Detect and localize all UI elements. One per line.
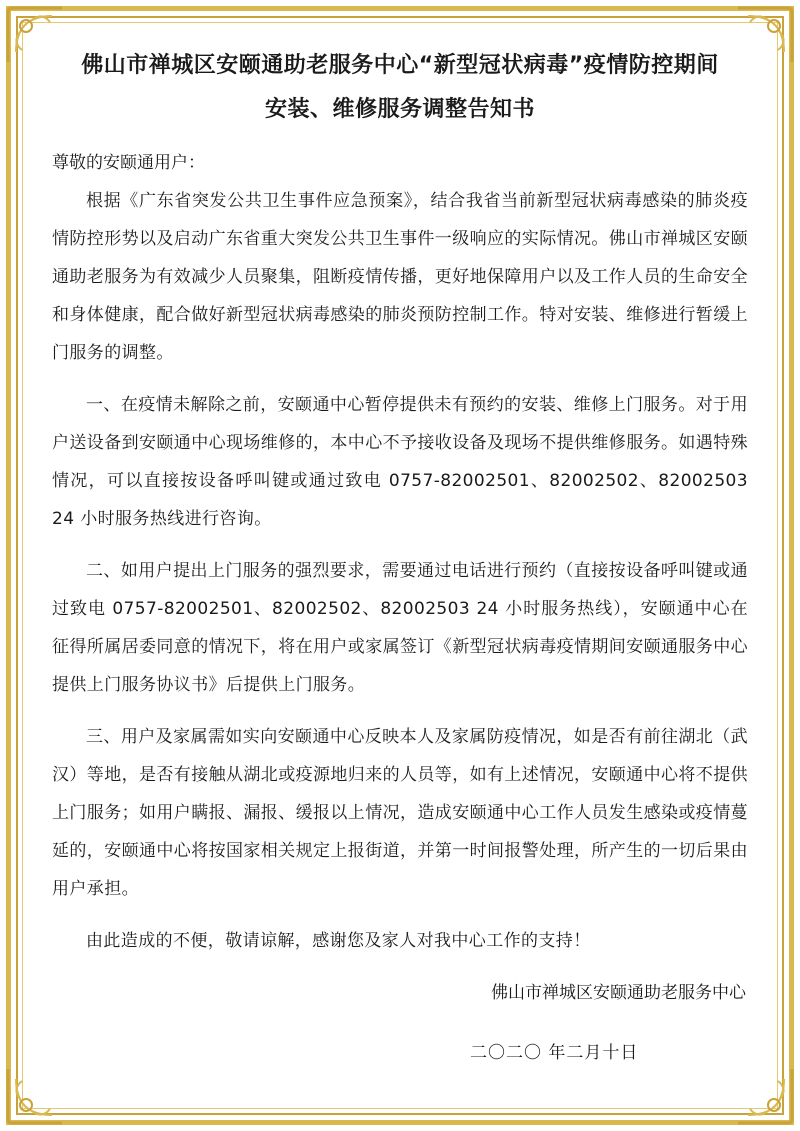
paragraph-item-2: 二、如用户提出上门服务的强烈要求，需要通过电话进行预约（直接按设备呼叫键或通过致电 0757-82002501、82002502、82002503 24 小时服务热线），安颐通中心在征得所属居委同意的情况下，将在用户或家属签订《新型冠状病毒疫情期间安颐通服务中心提供上门服务协议书》后提供上门服务。 bbox=[52, 561, 748, 695]
notice-body bbox=[52, 44, 748, 1012]
paragraph-item-1: 一、在疫情未解除之前，安颐通中心暂停提供未有预约的安装、维修上门服务。对于用户送设备到安颐通中心现场维修的，本中心不予接收设备及现场不提供维修服务。如遇特殊情况，可以直接按设备呼叫键或通过致电 0757-82002501、82002502、82002503 24 小时服务热线进行咨询。 bbox=[52, 395, 748, 529]
paragraph-closing: 由此造成的不便，敬请谅解，感谢您及家人对我中心工作的支持！ bbox=[86, 931, 591, 951]
notice-title-line2: 安装、维修服务调整告知书 bbox=[264, 97, 535, 122]
signature: 佛山市禅城区安颐通助老服务中心 bbox=[491, 983, 746, 1003]
corner-ornament-icon bbox=[728, 1059, 798, 1129]
paragraph-item-3: 三、用户及家属需如实向安颐通中心反映本人及家属防疫情况，如是否有前往湖北（武汉）等地，是否有接触从湖北或疫源地归来的人员等，如有上述情况，安颐通中心将不提供上门服务；如用户瞒报、漏报、缓报以上情况，造成安颐通中心工作人员发生感染或疫情蔓延的，安颐通中心将按国家相关规定上报街道，并第一时间报警处理，所产生的一切后果由用户承担。 bbox=[52, 727, 748, 899]
notice-date: 二〇二〇 年二月十日 bbox=[470, 1043, 639, 1063]
salutation: 尊敬的安颐通用户： bbox=[52, 153, 205, 173]
notice-title-line1: 佛山市禅城区安颐通助老服务中心“新型冠状病毒”疫情防控期间 bbox=[81, 53, 719, 78]
paragraph-intro: 根据《广东省突发公共卫生事件应急预案》，结合我省当前新型冠状病毒感染的肺炎疫情防控形势以及启动广东省重大突发公共卫生事件一级响应的实际情况。佛山市禅城区安颐通助老服务为有效减少人员聚集，阻断疫情传播，更好地保障用户以及工作人员的生命安全和身体健康，配合做好新型冠状病毒感染的肺炎预防控制工作。特对安装、维修进行暂缓上门服务的调整。 bbox=[52, 191, 748, 363]
corner-ornament-icon bbox=[2, 1059, 72, 1129]
